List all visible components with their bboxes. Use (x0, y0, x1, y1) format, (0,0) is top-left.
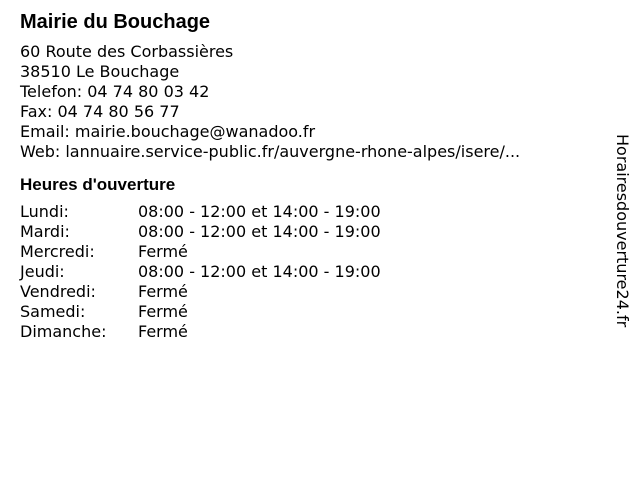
email-address: Email: mairie.bouchage@wanadoo.fr (20, 122, 316, 141)
hours-row-monday (20, 202, 600, 222)
day-hours: Fermé (138, 302, 188, 321)
day-hours: 08:00 - 12:00 et 14:00 - 19:00 (138, 222, 381, 241)
day-label: Dimanche: (20, 322, 107, 341)
day-label: Lundi: (20, 202, 69, 221)
hours-row-saturday (20, 302, 600, 322)
fax-number: Fax: 04 74 80 56 77 (20, 102, 180, 121)
business-name: Mairie du Bouchage (20, 11, 211, 33)
opening-hours-title: Heures d'ouverture (20, 175, 176, 194)
business-card (20, 10, 600, 342)
hours-row-wednesday (20, 242, 600, 262)
site-watermark: Horairesdouverture24.fr (613, 134, 632, 328)
address-line-2: 38510 Le Bouchage (20, 62, 180, 81)
hours-row-sunday (20, 322, 600, 342)
website-link: Web: lannuaire.service-public.fr/auvergne-rhone-alpes/isere/... (20, 142, 521, 161)
address-line-1: 60 Route des Corbassières (20, 42, 234, 61)
hours-row-tuesday (20, 222, 600, 242)
day-label: Samedi: (20, 302, 86, 321)
day-label: Mardi: (20, 222, 70, 241)
day-hours: 08:00 - 12:00 et 14:00 - 19:00 (138, 262, 381, 281)
hours-row-friday (20, 282, 600, 302)
day-label: Mercredi: (20, 242, 95, 261)
day-hours: Fermé (138, 242, 188, 261)
hours-row-thursday (20, 262, 600, 282)
day-hours: Fermé (138, 322, 188, 341)
day-label: Vendredi: (20, 282, 96, 301)
day-hours: 08:00 - 12:00 et 14:00 - 19:00 (138, 202, 381, 221)
day-label: Jeudi: (20, 262, 65, 281)
day-hours: Fermé (138, 282, 188, 301)
phone-number: Telefon: 04 74 80 03 42 (20, 82, 210, 101)
opening-hours-table (20, 202, 600, 342)
